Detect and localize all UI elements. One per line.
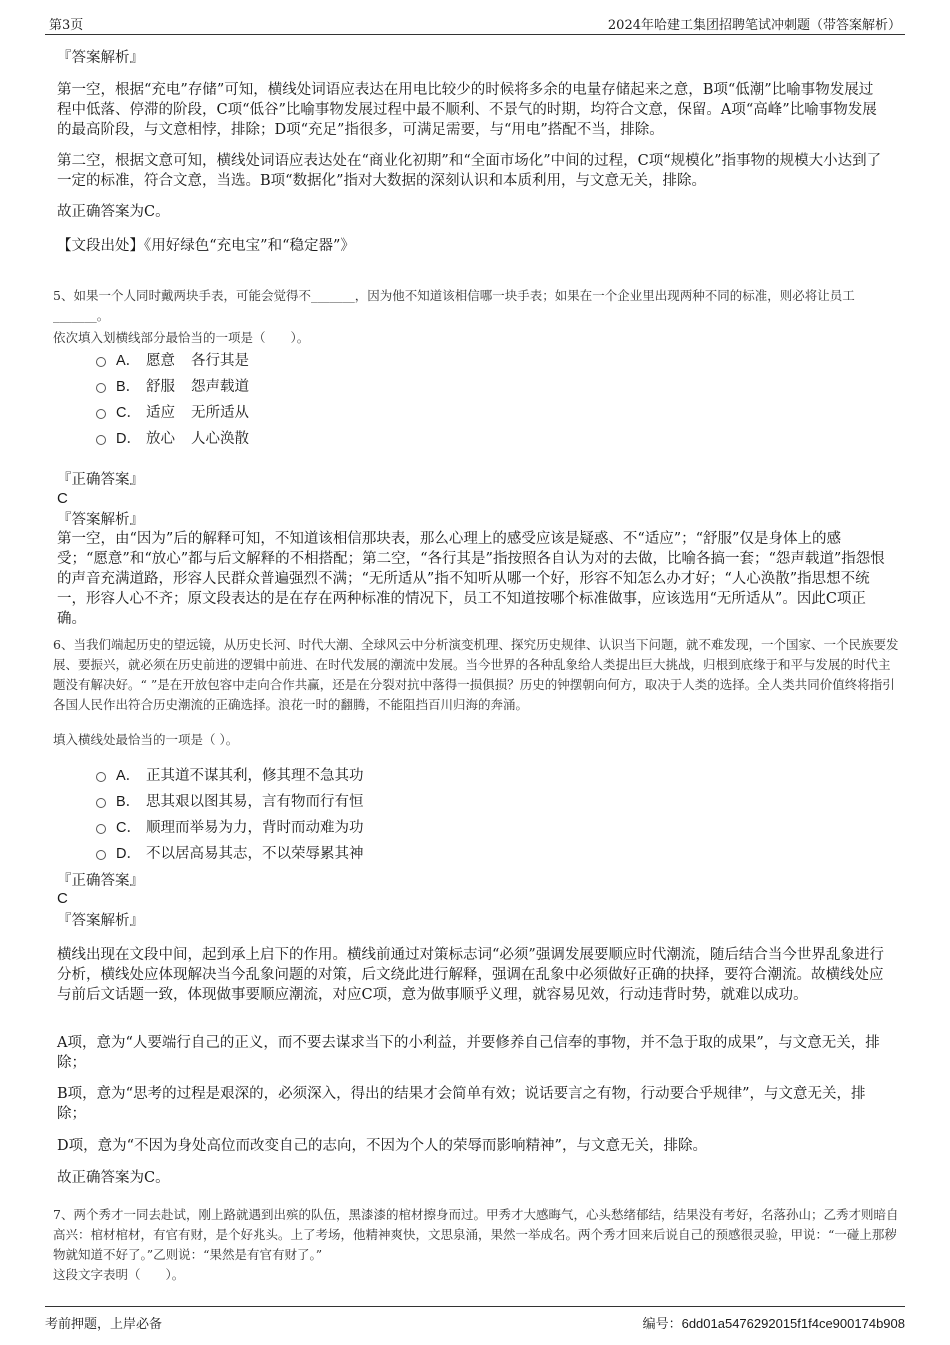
q5-analysis-tag: 『答案解析』 xyxy=(57,512,144,528)
q6-prompt: 填入横线处最恰当的一项是（ ）。 xyxy=(53,732,239,747)
q7-stem: 7、两个秀才一同去赴试，刚上路就遇到出殡的队伍，黑漆漆的棺材擦身而过。甲秀才大感晦气，心头愁绪郁结，结果没有考好，名落孙山；乙秀才则暗自高兴：棺材棺材，有官有财，是个好兆头。上了考场，他精神爽快，文思泉涌，果然一举成名。两个秀才回来后说自己的预感很灵验，甲说：“一碰上那秽物就知道不好了。”乙则说：“果然是有官有财了。” xyxy=(53,1207,899,1262)
q6-answer: C xyxy=(57,890,68,907)
q4-source: 【文段出处】《用好绿色“充电宝”和“稳定器”》 xyxy=(57,238,355,254)
q4-analysis-para2: 第二空，根据文意可知，横线处词语应表达处在“商业化初期”和“全面市场化”中间的过程，C项“规模化”指事物的规模大小达到了一定的标准，符合文意，当选。B项“数据化”指对大数据的深刻认识和本质利用，与文意无关，排除。 xyxy=(57,153,882,189)
radio-icon[interactable] xyxy=(96,409,106,419)
q5-stem: 5、如果一个人同时戴两块手表，可能会觉得不_______，因为他不知道该相信哪一块手表；如果在一个企业里出现两种不同的标准，则必将让员工_______。 xyxy=(53,288,855,323)
q5-option-c[interactable]: C． 适应 无所适从 xyxy=(96,403,249,423)
q5-option-d[interactable]: D． 放心 人心涣散 xyxy=(96,429,249,449)
q4-conclusion: 故正确答案为C。 xyxy=(57,204,170,220)
footer-code xyxy=(643,1313,905,1332)
q5-option-b[interactable]: B． 舒服 怨声载道 xyxy=(96,377,249,397)
q7-prompt: 这段文字表明（ ）。 xyxy=(53,1267,185,1282)
q6-option-c[interactable]: C． 顺理而举易为力，背时而动难为功 xyxy=(96,818,364,838)
q6-analysis-tag: 『答案解析』 xyxy=(57,913,144,929)
q5-answer: C xyxy=(57,490,68,507)
q5-analysis: 第一空，由“因为”后的解释可知，不知道该相信那块表，那么心理上的感受应该是疑惑、不“适应”；“舒服”仅是身体上的感受；“愿意”和“放心”都与后文解释的不相搭配；第二空，“各行其是”指按照各自认为对的去做，比喻各搞一套；“怨声载道”指怨恨的声音充满道路，形容人民群众普遍强烈不满；“无所适从”指不知听从哪一个好，形容不知怎么办才好；“人心涣散”指思想不统一，形容人心不齐；原文段表达的是在存在两种标准的情况下，员工不知道按哪个标准做事，应该选用“无所适从”。因此C项正确。 xyxy=(57,531,885,627)
footer-slogan: 考前押题，上岸必备 xyxy=(45,1317,163,1332)
q4-analysis-para1: 第一空，根据“充电”存储”可知，横线处词语应表达在用电比较少的时候将多余的电量存储起来之意，B项“低潮”比喻事物发展过程中低落、停滞的阶段，C项“低谷”比喻事物发展过程中最不顺利、不景气的时期，均符合文意，保留。A项“高峰”比喻事物发展的最高阶段，与文意相悖，排除；D项“充足”指很多，可满足需要，与“用电”搭配不当，排除。 xyxy=(57,82,877,138)
q6-conclusion: 故正确答案为C。 xyxy=(57,1170,170,1186)
page-number: 第3页 xyxy=(49,18,84,33)
footer-code-value: 6dd01a5476292015f1f4ce900174b908 xyxy=(681,1316,905,1331)
q6-option-b[interactable]: B． 思其艰以图其易，言有物而行有恒 xyxy=(96,792,364,812)
q6-stem: 6、当我们端起历史的望远镜，从历史长河、时代大潮、全球风云中分析演变机理、探究历史规律、认识当下问题，就不难发现，一个国家、一个民族要发展、要振兴，就必须在历史前进的逻辑中前进、在时代发展的潮流中发展。当今世界的各种乱象给人类提出巨大挑战，归根到底缘于和平与发展的时代主题没有解决好。“ ”是在开放包容中走向合作共赢，还是在分裂对抗中落得一损俱损？历史的钟摆朝向何方，取决于人类的选择。全人类共同价值终将指引各国人民作出符合历史潮流的正确选择。浪花一时的翻腾，不能阻挡百川归海的奔涌。 xyxy=(53,637,899,712)
document-title: 2024年哈建工集团招聘笔试冲刺题（带答案解析） xyxy=(607,18,901,33)
radio-icon[interactable] xyxy=(96,850,106,860)
q5-answer-tag: 『正确答案』 xyxy=(57,472,144,488)
radio-icon[interactable] xyxy=(96,383,106,393)
page-header xyxy=(45,12,905,35)
q6-option-d[interactable]: D． 不以居高易其志，不以荣辱累其神 xyxy=(96,844,364,864)
radio-icon[interactable] xyxy=(96,772,106,782)
q6-answer-tag: 『正确答案』 xyxy=(57,873,144,889)
q6-option-a[interactable]: A． 正其道不谋其利，修其理不急其功 xyxy=(96,766,364,786)
radio-icon[interactable] xyxy=(96,798,106,808)
footer-code-label: 编号： xyxy=(642,1317,682,1332)
q5-option-a[interactable]: A． 愿意 各行其是 xyxy=(96,351,249,371)
radio-icon[interactable] xyxy=(96,435,106,445)
radio-icon[interactable] xyxy=(96,824,106,834)
q4-analysis-tag: 『答案解析』 xyxy=(57,50,144,66)
page-footer xyxy=(45,1306,905,1331)
radio-icon[interactable] xyxy=(96,357,106,367)
q6-analysis-para4: D项，意为“不因为身处高位而改变自己的志向，不因为个人的荣辱而影响精神”，与文意无关，排除。 xyxy=(57,1138,707,1154)
q5-prompt: 依次填入划横线部分最恰当的一项是（ ）。 xyxy=(53,330,310,345)
q6-analysis-para1: 横线出现在文段中间，起到承上启下的作用。横线前通过对策标志词“必须”强调发展要顺应时代潮流，随后结合当今世界乱象进行分析，横线处应体现解决当今乱象问题的对策，后文绕此进行解释，强调在乱象中必须做好正确的抉择，要符合潮流。故横线处应与前后文话题一致，体现做事要顺应潮流，对应C项，意为做事顺乎义理，就容易见效，行动违背时势，就难以成功。 xyxy=(57,947,884,1003)
q6-analysis-para3: B项，意为“思考的过程是艰深的，必须深入，得出的结果才会简单有效；说话要言之有物，行动要合乎规律”，与文意无关，排除； xyxy=(57,1086,866,1122)
q6-analysis-para2: A项，意为“人要端行自己的正义，而不要去谋求当下的小利益，并要修养自己信奉的事物，并不急于取的成果”，与文意无关，排除； xyxy=(57,1035,880,1071)
